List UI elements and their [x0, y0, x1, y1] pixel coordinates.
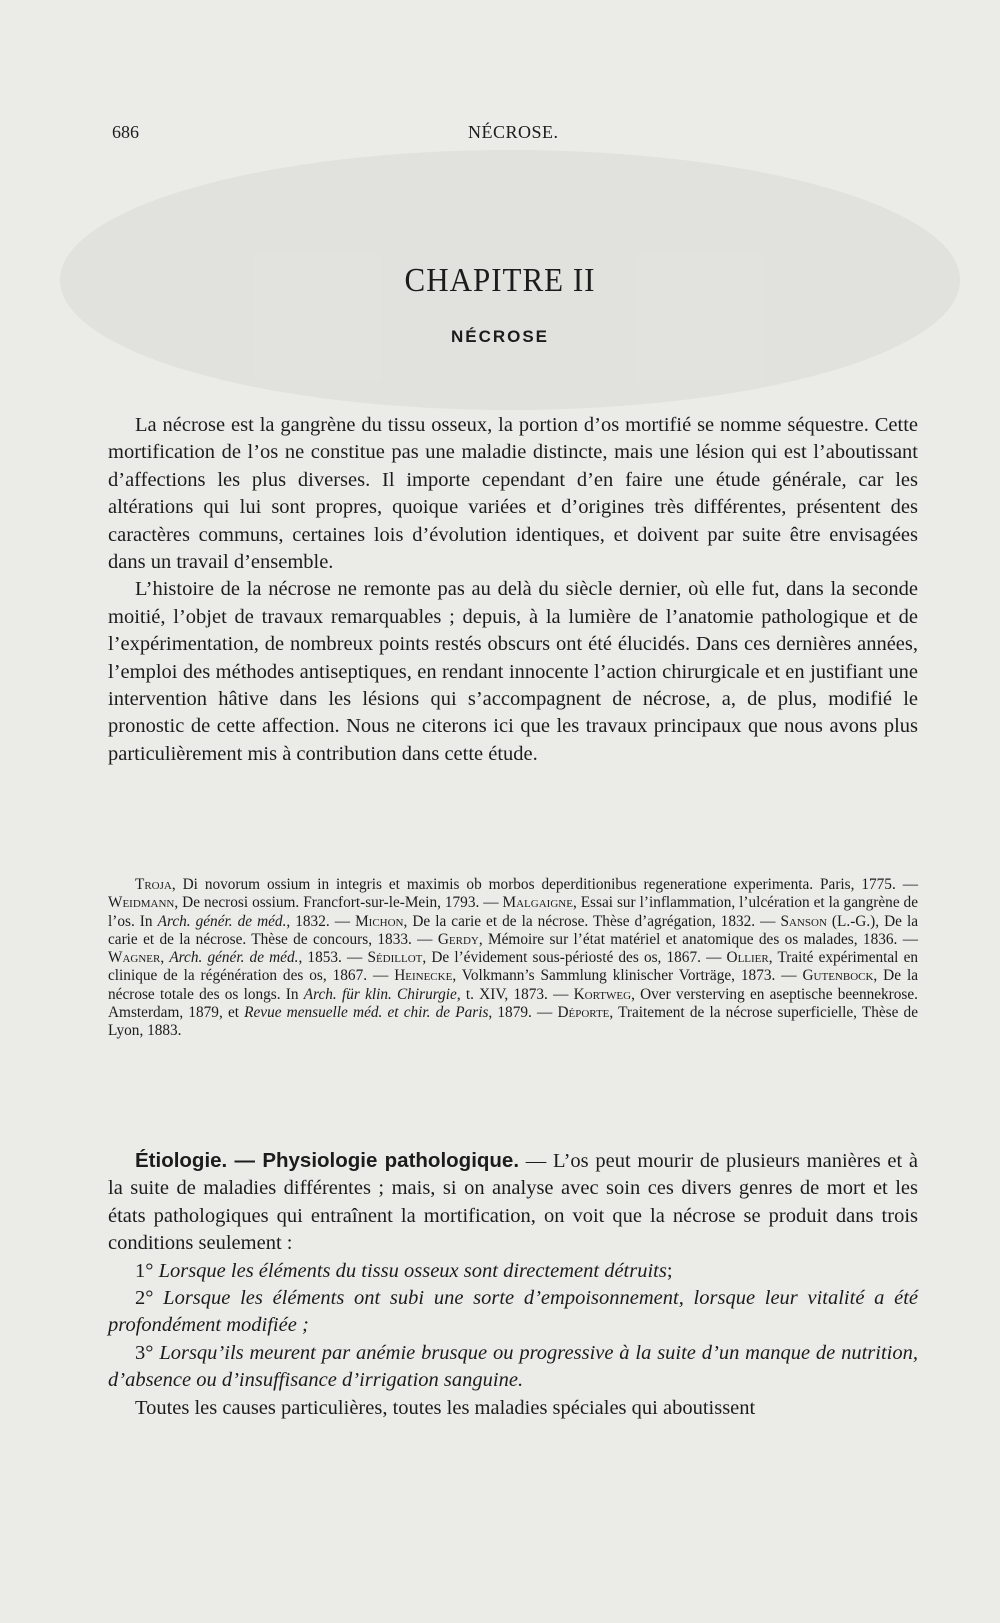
condition-text: Lorsqu’ils meurent par anémie brusque ou progressive à la suite d’un manque de nutrition, d’absence ou d’insuffisance d’irrigation sanguine. [108, 1341, 919, 1392]
ref-text: , De la nécrose totale des os longs. In [108, 967, 918, 1003]
ref-author: Heinecke [394, 967, 453, 985]
ref-text: , t. XIV, 1873. — [456, 985, 574, 1003]
condition-number: 3° [135, 1341, 154, 1364]
condition-text: Lorsque les éléments du tissu osseux sont directement détruits [158, 1259, 667, 1282]
ref-text: , De necrosi ossium. Francfort-sur-le-Mein, 1793. — [174, 894, 503, 912]
condition-item [108, 1340, 918, 1395]
condition-number: 2° [135, 1287, 154, 1310]
ref-text: , 1853. — [298, 949, 368, 967]
paragraph: L’histoire de la nécrose ne remonte pas au delà du siècle dernier, où elle fut, dans la seconde moitié, l’objet de travaux remarquables ; depuis, à la lumière de l’anatomie pathologique et de l’expérimentation, de nombreux points restés obscurs ont été élucidés. Dans ces dernières années, l’emploi des méthodes antiseptiques, en rendant innocente l’action chirurgicale et en justifiant une intervention hâtive dans les lésions qui s’accompagnent de nécrose, a, de plus, modifié le pronostic de cette affection. Nous ne citerons ici que les travaux principaux que nous avons plus particulièrement mis à contribution dans cette étude. [108, 578, 918, 765]
chapter-subtitle: NÉCROSE [450, 327, 550, 346]
ref-journal: Arch. génér. de méd. [169, 949, 299, 967]
condition-item [108, 1258, 918, 1285]
ref-text: , Mémoire sur l’état matériel et anatomique des os malades, 1836. — [478, 930, 919, 948]
ref-author: Ollier [726, 949, 769, 967]
ref-author: Troja [135, 876, 172, 893]
ref-text: , 1832. — [286, 912, 356, 930]
ref-text: , Di novorum ossium in integris et maximis ob morbos deperditionibus regenerationе experimenta. Paris, 1775. — [171, 876, 918, 893]
ref-text: , De l’évidement sous-périosté des os, 1867. — [422, 949, 727, 967]
ref-author: Malgaigne [502, 894, 573, 912]
bibliography [108, 876, 918, 1041]
running-title: NÉCROSE. [468, 122, 559, 142]
condition-number: 1° [135, 1259, 154, 1282]
ref-text: (L.-G.), De la carie et de la nécrose. Thèse de concours, 1833. — [108, 912, 919, 948]
ref-author: Sanson [780, 912, 827, 930]
ref-journal: Revue mensuelle méd. et chir. de Paris [244, 1004, 489, 1022]
ref-author: Déporte [557, 1004, 610, 1022]
ref-text: , Traité expérimental en clinique de la régénération des os, 1867. — [108, 949, 919, 985]
condition-end: ; [666, 1259, 673, 1282]
ref-text: , 1879. — [488, 1004, 558, 1022]
ref-author: Kortweg [573, 985, 632, 1003]
intro-text [108, 412, 918, 768]
chapter-title: CHAPITRE II [404, 260, 596, 299]
ref-author: Gerdy [437, 930, 479, 948]
ref-text: , Traitement de la nécrose superficielle, Thèse de Lyon, 1883. [108, 1004, 918, 1040]
section-heading: Étiologie. — Physiologie pathologique. [135, 1149, 520, 1172]
ref-author: Gutenbock [802, 967, 874, 985]
ref-text: , Essai sur l’inflammation, l’ulcération et la gangrène de l’os. In [108, 894, 918, 930]
ref-journal: Arch. für klin. Chirurgie [303, 985, 457, 1003]
ref-text: , [160, 949, 170, 967]
ref-author: Michon [355, 912, 404, 930]
etiologie-paragraph [108, 1147, 918, 1258]
condition-item [108, 1285, 918, 1340]
page-number: 686 [112, 122, 139, 142]
ref-author: Wagner [108, 949, 161, 967]
bibliography-paragraph [108, 876, 918, 1041]
ref-journal: Arch. génér. de méd. [157, 912, 287, 930]
etiologie-section [108, 1147, 918, 1422]
paragraph: La nécrose est la gangrène du tissu osseux, la portion d’os mortifié se nomme séquestre. Cette mortification de l’os ne constitue pas une maladie distincte, mais une lésion qui est l’aboutissant d’affections les plus diverses. Il importe cependant d’en faire une étude générale, car les altérations qui lui sont propres, quoique variées et d’origines très différentes, présentent des caractères communs, certaines lois d’évolution identiques, et doivent par suite être envisagées dans un travail d’ensemble. [108, 414, 918, 574]
running-head [112, 122, 912, 150]
ref-author: Weidmann [108, 894, 175, 912]
ref-text: , Over versterving en aseptische beennekrose. Amsterdam, 1879, et [108, 985, 918, 1022]
ref-author: Sédillot [367, 949, 423, 967]
condition-text: Lorsque les éléments ont subi une sorte d’empoisonnement, lorsque leur vitalité a été profondément modifiée ; [108, 1287, 919, 1337]
ref-text: , Volkmann’s Sammlung klinischer Vorträge, 1873. — [452, 967, 803, 985]
closing-line: Toutes les causes particulières, toutes les maladies spéciales qui aboutissent [135, 1396, 756, 1419]
section-lead: — L’os peut mourir de plusieurs manières et à la suite de maladies différentes ; mais, si on analyse avec soin ces divers genres de mort et les états pathologiques qui entraînent la mortification, on voit que la nécrose se produit dans trois conditions seulement : [108, 1150, 918, 1255]
ref-text: , De la carie et de la nécrose. Thèse d’agrégation, 1832. — [403, 912, 781, 930]
